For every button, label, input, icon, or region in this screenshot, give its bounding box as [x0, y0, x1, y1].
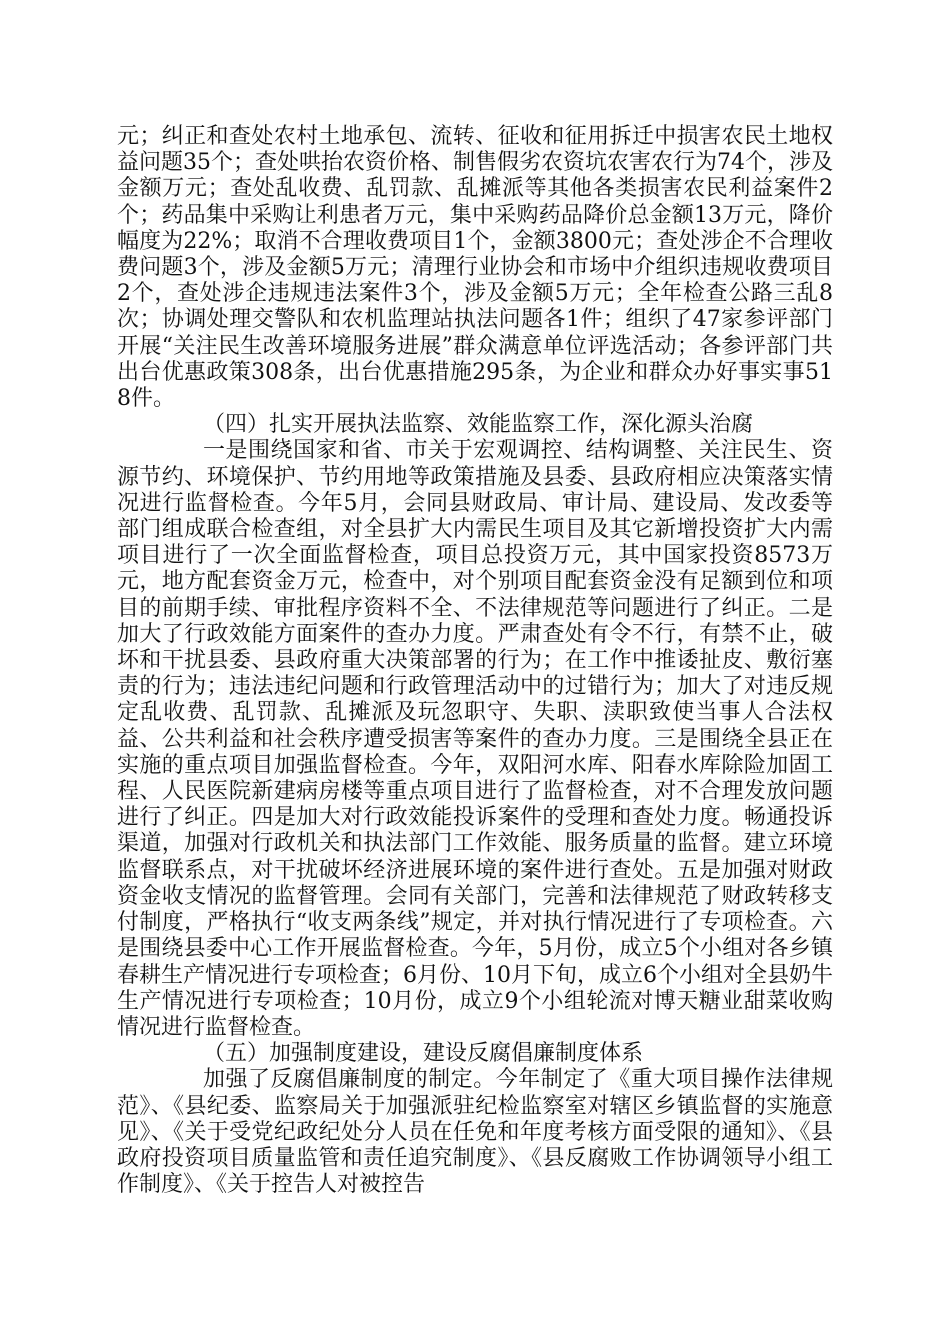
- paragraph-continued: 元；纠正和查处农村土地承包、流转、征收和征用拆迁中损害农民土地权益问题35个；查处哄抬农资价格、制售假劣农资坑农害农行为74个，涉及金额万元；查处乱收费、乱罚款、乱摊派等其他各类损害农民利益案件2个；药品集中采购让利患者万元，集中采购药品降价总金额13万元，降价幅度为22%；取消不合理收费项目1个，金额3800元；查处涉企不合理收费问题3个，涉及金额5万元；清理行业协会和市场中介组织违规收费项目2个，查处涉企违规违法案件3个，涉及金额5万元；全年检查公路三乱8次；协调处理交警队和农机监理站执法问题各1件；组织了47家参评部门开展“关注民生改善环境服务进展”群众满意单位评选活动；各参评部门共出台优惠政策308条，出台优惠措施295条，为企业和群众办好事实事518件。: [117, 124, 833, 412]
- section-heading-5: （五）加强制度建设，建设反腐倡廉制度体系: [203, 1041, 644, 1067]
- document-page: [117, 124, 833, 1198]
- paragraph-enforcement-supervision: 一是围绕国家和省、市关于宏观调控、结构调整、关注民生、资源节约、环境保护、节约用地等政策措施及县委、县政府相应决策落实情况进行监督检查。今年5月，会同县财政局、审计局、建设局、发改委等部门组成联合检查组，对全县扩大内需民生项目及其它新增投资扩大内需项目进行了一次全面监督检查，项目总投资万元，其中国家投资8573万元，地方配套资金万元，检查中，对个别项目配套资金没有足额到位和项目的前期手续、审批程序资料不全、不法律规范等问题进行了纠正。二是加大了行政效能方面案件的查办力度。严肃查处有令不行，有禁不止，破坏和干扰县委、县政府重大决策部署的行为；在工作中推诿扯皮、敷衍塞责的行为；违法违纪问题和行政管理活动中的过错行为；加大了对违反规定乱收费、乱罚款、乱摊派及玩忽职守、失职、渎职致使当事人合法权益、公共利益和社会秩序遭受损害等案件的查办力度。三是围绕全县正在实施的重点项目加强监督检查。今年，双阳河水库、阳春水库除险加固工程、人民医院新建病房楼等重点项目进行了监督检查，对不合理发放问题进行了纠正。四是加大对行政效能投诉案件的受理和查处力度。畅通投诉渠道，加强对行政机关和执法部门工作效能、服务质量的监督。建立环境监督联系点，对干扰破坏经济进展环境的案件进行查处。五是加强对财政资金收支情况的监督管理。会同有关部门，完善和法律规范了财政转移支付制度，严格执行“收支两条线”规定，并对执行情况进行了专项检查。六是围绕县委中心工作开展监督检查。今年，5月份，成立5个小组对各乡镇春耕生产情况进行专项检查；6月份、10月下旬，成立6个小组对全县奶牛生产情况进行专项检查；10月份，成立9个小组轮流对博天糖业甜菜收购情况进行监督检查。: [117, 438, 833, 1040]
- section-heading-4: （四）扎实开展执法监察、效能监察工作，深化源头治腐: [203, 412, 754, 438]
- paragraph-system-building: 加强了反腐倡廉制度的制定。今年制定了《重大项目操作法律规范》、《县纪委、监察局关于加强派驻纪检监察室对辖区乡镇监督的实施意见》、《关于受党纪政纪处分人员在任免和年度考核方面受限的通知》、《县政府投资项目质量监管和责任追究制度》、《县反腐败工作协调领导小组工作制度》、《关于控告人对被控告: [117, 1067, 833, 1198]
